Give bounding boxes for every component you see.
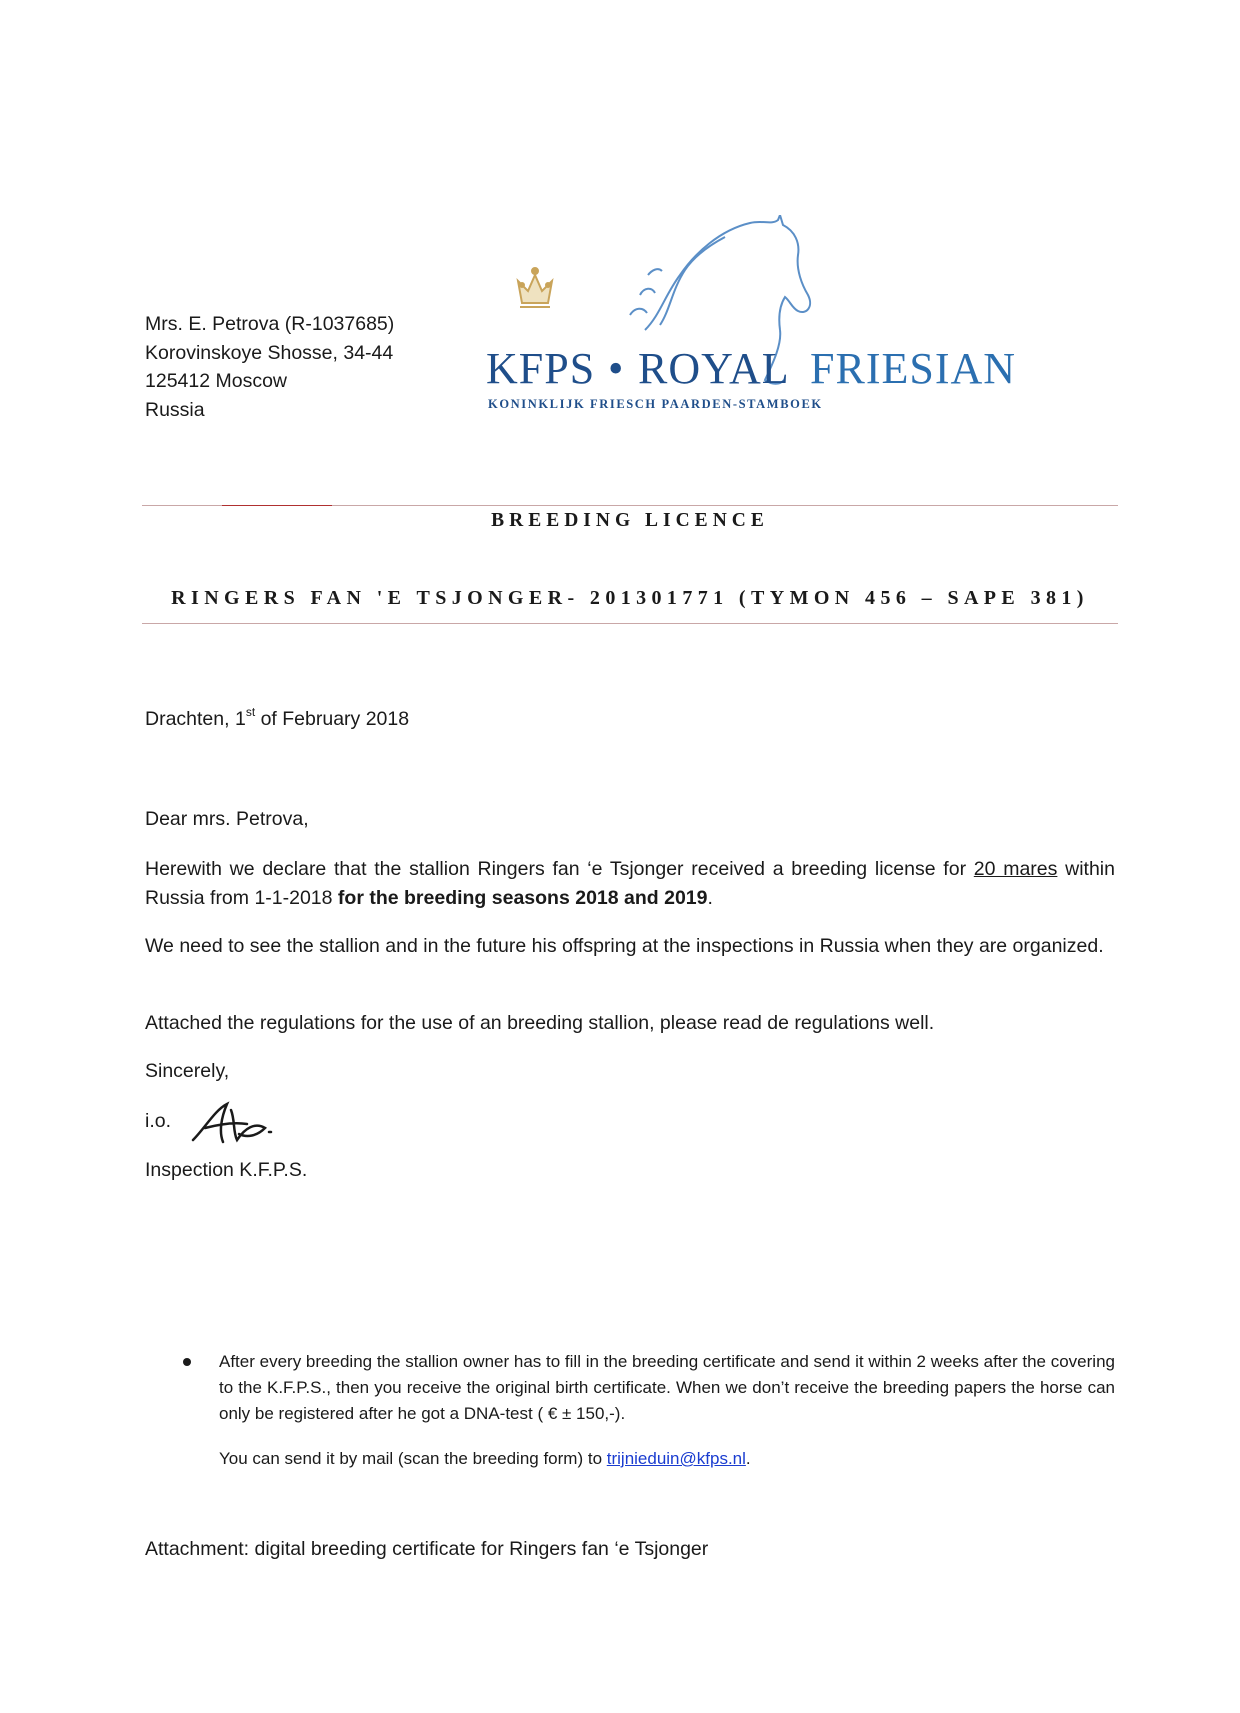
- date-ordinal: st: [245, 705, 256, 719]
- address-line-city: 125412 Moscow: [145, 370, 288, 392]
- p1-text-a: Herewith we declare that the stallion Ringers fan ‘e Tsjonger received a breeding license for: [145, 858, 974, 880]
- email-link[interactable]: trijnieduin@kfps.nl: [606, 1449, 746, 1468]
- mail-instruction: [219, 1446, 751, 1472]
- recipient-address: [145, 310, 394, 424]
- divider-bottom: [142, 623, 1118, 624]
- date-prefix: Drachten, 1: [145, 708, 246, 730]
- p1-mares-count: 20 mares: [973, 858, 1058, 880]
- closing: Sincerely,: [145, 1060, 230, 1082]
- document-subject: RINGERS FAN 'E TSJONGER- 201301771 (TYMON 456 – SAPE 381): [171, 587, 1089, 609]
- breeding-note-text: After every breeding the stallion owner has to fill in the breeding certificate and send it within 2 weeks after the covering to the K.F.P.S., then you receive the original birth certificate. When we don’t receive the breeding papers the horse can only be registered after he got a DNA-test ( € ± 150,-).: [219, 1352, 1115, 1423]
- logo-subtitle: KONINKLIJK FRIESCH PAARDEN-STAMBOEK: [488, 397, 823, 411]
- date-suffix: of February 2018: [255, 708, 410, 730]
- salutation: Dear mrs. Petrova,: [145, 808, 309, 830]
- letter-date: [145, 705, 1115, 734]
- p1-seasons: for the breeding seasons 2018 and 2019: [337, 886, 708, 909]
- kfps-logo: [480, 215, 1040, 415]
- signer: Inspection K.F.P.S.: [145, 1159, 308, 1181]
- paragraph-license: [145, 855, 1115, 912]
- attachment-note: Attachment: digital breeding certificate for Ringers fan ‘e Tsjonger: [145, 1538, 709, 1560]
- paragraph-inspection: We need to see the stallion and in the future his offspring at the inspections in Russia when they are organized.: [145, 935, 1104, 957]
- mail-suffix: .: [745, 1449, 751, 1468]
- signature-image: [185, 1098, 285, 1148]
- document-title: BREEDING LICENCE: [491, 510, 769, 531]
- paragraph-regulations: Attached the regulations for the use of an breeding stallion, please read de regulations well.: [145, 1012, 935, 1034]
- address-line-street: Korovinskoye Shosse, 34-44: [145, 341, 394, 364]
- address-line-country: Russia: [145, 398, 205, 421]
- p1-end: .: [707, 886, 713, 909]
- logo-kfps-text: KFPS: [486, 344, 596, 393]
- divider-top: [142, 505, 1118, 506]
- mail-prefix: You can send it by mail (scan the breeding form) to: [219, 1449, 607, 1468]
- logo-separator: •: [608, 344, 624, 393]
- crown-icon: [518, 268, 552, 307]
- address-line-name: Mrs. E. Petrova (R-1037685): [145, 313, 395, 335]
- bullet-icon: [183, 1358, 191, 1366]
- logo-royal-text: ROYAL: [638, 344, 790, 393]
- logo-friesian-text: FRIESIAN: [810, 344, 1017, 393]
- breeding-note: [183, 1349, 1115, 1427]
- p1-text-b: within Russia from 1-1-2018: [145, 858, 1115, 909]
- on-behalf-of: i.o.: [145, 1110, 172, 1132]
